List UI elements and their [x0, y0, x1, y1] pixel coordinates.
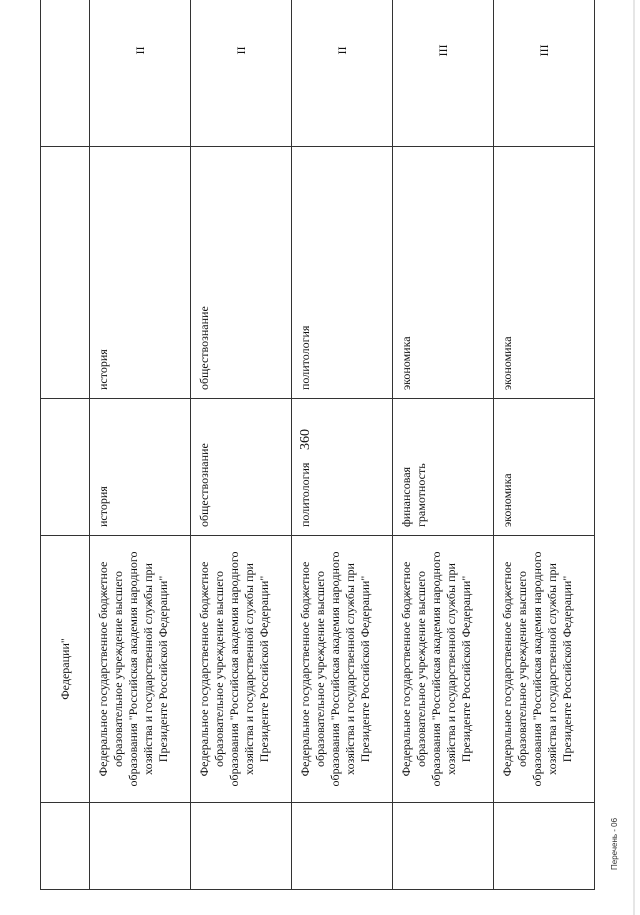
cell-level: III — [393, 0, 494, 147]
cell-level: II — [292, 0, 393, 147]
cell-subject: экономика — [494, 399, 595, 536]
institution-text: Федеральное государственное бюджетное образовательное учреждение высшего образования "Российская академия народного хозяйства и государственной службы при Президенте Российской Федерации" — [197, 551, 271, 787]
cell-subject — [41, 399, 90, 536]
cell-institution — [393, 536, 494, 803]
cell-number — [191, 803, 292, 890]
cell-olympiad-profile: история — [90, 147, 191, 399]
footer-label: Перечень - 06 — [610, 817, 619, 870]
cell-level: II — [90, 0, 191, 147]
cell-number — [494, 803, 595, 890]
olympiad-table — [40, 0, 595, 890]
cell-institution: Федерации" — [41, 536, 90, 803]
cell-olympiad-profile: экономика — [494, 147, 595, 399]
cell-level: III — [494, 0, 595, 147]
cell-number — [393, 803, 494, 890]
institution-text: Федеральное государственное бюджетное образовательное учреждение высшего образования "Российская академия народного хозяйства и государственной службы при Президенте Российской Федерации" — [399, 551, 473, 787]
table-row — [90, 0, 191, 890]
table-row — [393, 0, 494, 890]
cell-olympiad-profile: обществознание — [191, 147, 292, 399]
cell-institution — [494, 536, 595, 803]
rotated-table-container — [40, 40, 580, 890]
institution-text: Федеральное государственное бюджетное образовательное учреждение высшего образования "Российская академия народного хозяйства и государственной службы при Президенте Российской Федерации" — [298, 551, 372, 787]
cell-level: II — [191, 0, 292, 147]
cell-number — [41, 803, 90, 890]
cell-institution — [191, 536, 292, 803]
cell-subject: история — [90, 399, 191, 536]
table-row-continuation — [41, 0, 90, 890]
cell-subject: политология — [292, 399, 393, 536]
page-number: 360 — [298, 429, 313, 450]
cell-institution — [90, 536, 191, 803]
cell-level — [41, 0, 90, 147]
cell-olympiad-profile — [41, 147, 90, 399]
cell-number — [292, 803, 393, 890]
cell-number — [90, 803, 191, 890]
cell-subject: финансовая грамотность — [393, 399, 494, 536]
table-row — [191, 0, 292, 890]
cell-subject: обществознание — [191, 399, 292, 536]
institution-text: Федеральное государственное бюджетное образовательное учреждение высшего образования "Российская академия народного хозяйства и государственной службы при Президенте Российской Федерации" — [500, 551, 574, 787]
cell-olympiad-profile: экономика — [393, 147, 494, 399]
cell-institution — [292, 536, 393, 803]
institution-text: Федеральное государственное бюджетное образовательное учреждение высшего образования "Российская академия народного хозяйства и государственной службы при Президенте Российской Федерации" — [96, 551, 170, 787]
table-row — [292, 0, 393, 890]
cell-olympiad-profile: политология — [292, 147, 393, 399]
table-row — [494, 0, 595, 890]
scan-edge — [633, 0, 635, 915]
